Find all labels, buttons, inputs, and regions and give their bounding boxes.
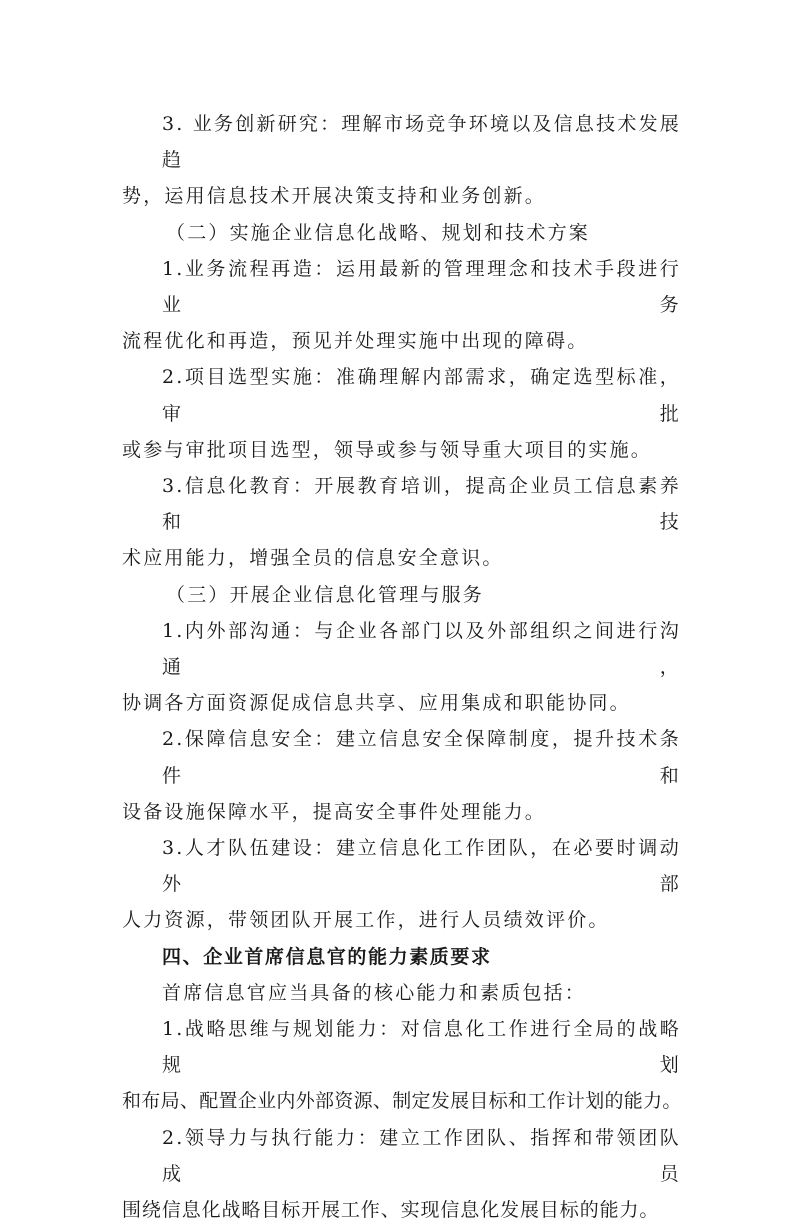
paragraph-line: 1.战略思维与规划能力：对信息化工作进行全局的战略规划 [162, 1018, 681, 1077]
paragraph-line: 1.业务流程再造：运用最新的管理理念和技术手段进行业务 [162, 257, 681, 317]
paragraph-line: 术应用能力，增强全员的信息安全意识。 [122, 547, 504, 570]
section-subheading: （三）开展企业信息化管理与服务 [166, 583, 485, 606]
paragraph-line: 流程优化和再造，预见并处理实施中出现的障碍。 [122, 330, 589, 353]
paragraph-line: 3.人才队伍建设：建立信息化工作团队，在必要时调动外部 [162, 837, 681, 896]
paragraph-line: 围绕信息化战略目标开展工作、实现信息化发展目标的能力。 [122, 1199, 660, 1222]
paragraph-line: 设备设施保障水平，提高安全事件处理能力。 [122, 800, 547, 823]
paragraph-line: 1.内外部沟通：与企业各部门以及外部组织之间进行沟通， [162, 619, 681, 679]
paragraph-line: 协调各方面资源促成信息共享、应用集成和职能协同。 [122, 692, 631, 715]
paragraph-line: 或参与审批项目选型，领导或参与领导重大项目的实施。 [122, 438, 653, 461]
paragraph-line: 势，运用信息技术开展决策支持和业务创新。 [122, 185, 547, 208]
paragraph-line: 2.保障信息安全：建立信息安全保障制度，提升技术条件和 [162, 728, 681, 787]
paragraph-line: 3. 业务创新研究：理解市场竞争环境以及信息技术发展趋 [162, 113, 681, 172]
paragraph-line: 人力资源，带领团队开展工作，进行人员绩效评价。 [122, 909, 610, 932]
paragraph-line: 2.领导力与执行能力：建立工作团队、指挥和带领团队成员 [162, 1126, 681, 1185]
paragraph-line: 和布局、配置企业内外部资源、制定发展目标和工作计划的能力。 [122, 1090, 682, 1113]
paragraph-line: 3.信息化教育：开展教育培训，提高企业员工信息素养和技 [162, 475, 681, 534]
section-heading: 四、企业首席信息官的能力素质要求 [162, 945, 492, 968]
section-subheading: （二）实施企业信息化战略、规划和技术方案 [166, 221, 591, 244]
paragraph-line: 2.项目选型实施：准确理解内部需求，确定选型标准，审批 [162, 366, 681, 425]
paragraph-line: 首席信息官应当具备的核心能力和素质包括： [162, 981, 587, 1004]
